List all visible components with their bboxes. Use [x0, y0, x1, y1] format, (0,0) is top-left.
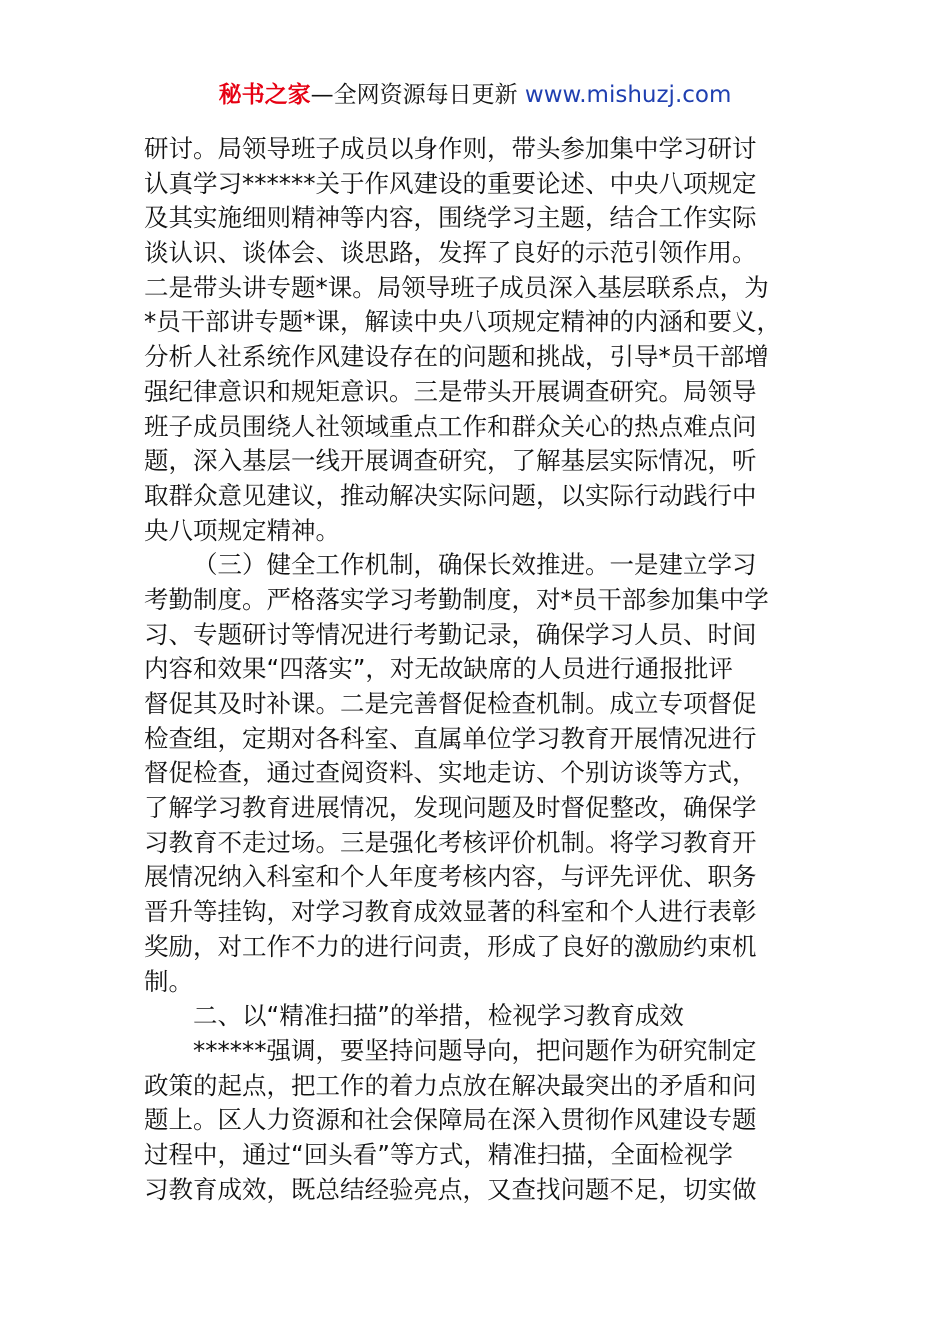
text-line: 制。	[144, 966, 193, 996]
brand-name: 秘书之家	[218, 82, 311, 108]
text-line: 晋升等挂钩，对学习教育成效显著的科室和个人进行表彰	[144, 897, 757, 927]
text-line: 过程中，通过“回头看”等方式，精准扫描，全面检视学	[144, 1139, 733, 1169]
text-line: 内容和效果“四落实”，对无故缺席的人员进行通报批评	[144, 654, 733, 684]
text-line: 取群众意见建议，推动解决实际问题，以实际行动践行中	[144, 480, 757, 510]
text-line: 强纪律意识和规矩意识。三是带头开展调查研究。局领导	[144, 376, 757, 406]
text-line: 了解学习教育进展情况，发现问题及时督促整改，确保学	[144, 793, 757, 823]
text-line: 检查组，定期对各科室、直属单位学习教育开展情况进行	[144, 723, 757, 753]
text-line: 题上。区人力资源和社会保障局在深入贯彻作风建设专题	[144, 1105, 757, 1135]
text-line: 习教育不走过场。三是强化考核评价机制。将学习教育开	[144, 827, 757, 857]
text-line: 习教育成效，既总结经验亮点，又查找问题不足，切实做	[144, 1174, 757, 1204]
text-line: 谈认识、谈体会、谈思路，发挥了良好的示范引领作用。	[144, 238, 757, 268]
section-heading: 二、以“精准扫描”的举措，检视学习教育成效	[193, 1001, 684, 1031]
header-tagline: —全网资源每日更新	[310, 82, 525, 108]
site-header	[0, 78, 950, 112]
text-line: 奖励，对工作不力的进行问责，形成了良好的激励约束机	[144, 931, 757, 961]
text-line: 分析人社系统作风建设存在的问题和挑战，引导*员干部增	[144, 342, 769, 372]
text-line: 及其实施细则精神等内容，围绕学习主题，结合工作实际	[144, 203, 757, 233]
text-line: 考勤制度。严格落实学习考勤制度，对*员干部参加集中学	[144, 584, 769, 614]
text-line: 认真学习******关于作风建设的重要论述、中央八项规定	[144, 168, 757, 198]
text-line: 政策的起点，把工作的着力点放在解决最突出的矛盾和问	[144, 1070, 757, 1100]
text-line: 督促其及时补课。二是完善督促检查机制。成立专项督促	[144, 689, 757, 718]
text-line: 习、专题研讨等情况进行考勤记录，确保学习人员、时间	[144, 619, 757, 649]
text-line: 展情况纳入科室和个人年度考核内容，与评先评优、职务	[144, 862, 757, 892]
document-body	[144, 132, 808, 1207]
site-url-link[interactable]: www.mishuzj.com	[524, 82, 732, 108]
paragraph-start-line: （三）健全工作机制，确保长效推进。一是建立学习	[193, 550, 757, 580]
text-line: 二是带头讲专题*课。局领导班子成员深入基层联系点，为	[144, 272, 769, 302]
text-line: *员干部讲专题*课，解读中央八项规定精神的内涵和要义，	[144, 307, 781, 337]
text-line: 题，深入基层一线开展调查研究，了解基层实际情况，听	[144, 446, 757, 476]
paragraph-start-line: ******强调，要坚持问题导向，把问题作为研究制定	[193, 1035, 757, 1065]
text-line: 班子成员围绕人社领域重点工作和群众关心的热点难点问	[144, 411, 757, 441]
text-line: 央八项规定精神。	[144, 515, 340, 545]
text-line: 督促检查，通过查阅资料、实地走访、个别访谈等方式，	[144, 758, 757, 788]
text-line: 研讨。局领导班子成员以身作则，带头参加集中学习研讨	[144, 134, 757, 163]
